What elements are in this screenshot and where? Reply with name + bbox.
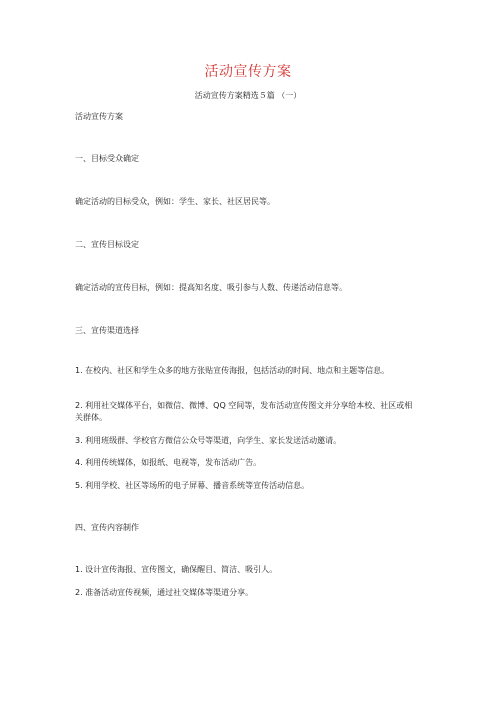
document-title: 活动宣传方案 [204,64,292,80]
section-text-2: 确定活动的宣传目标，例如：提高知名度、吸引参与人数、传递活动信息等。 [75,283,347,292]
section-heading-3: 三、宣传渠道选择 [75,326,139,335]
section-text-1: 确定活动的目标受众，例如：学生、家长、社区居民等。 [75,197,275,206]
list-item: 5. 利用学校、社区等场所的电子屏幕、播音系统等宣传活动信息。 [75,481,310,490]
list-item: 2. 准备活动宣传视频，通过社交媒体等渠道分享。 [75,588,254,597]
section-heading-2: 二、宣传目标设定 [75,240,139,249]
list-item: 2. 利用社交媒体平台，如微信、微博、QQ 空间等，发布活动宣传图文并分享给本校、社区或相关群体。 [75,401,413,422]
list-item: 1. 设计宣传海报、宣传图文，确保醒目、简洁、吸引人。 [75,565,278,574]
document-subtitle: 活动宣传方案精选５篇 （一） [194,91,302,100]
list-item: 4. 利用传统媒体，如报纸、电视等，发布活动广告。 [75,458,262,467]
list-item: 1. 在校内、社区和学生众多的地方张贴宣传海报，包括活动的时间、地点和主题等信息。 [75,366,390,375]
list-item: 3. 利用班级群、学校官方微信公众号等渠道，向学生、家长发送活动邀请。 [75,436,342,445]
section-heading-4: 四、宣传内容制作 [75,523,139,532]
section-heading-1: 一、目标受众确定 [75,154,139,163]
intro-text: 活动宣传方案 [75,112,123,121]
